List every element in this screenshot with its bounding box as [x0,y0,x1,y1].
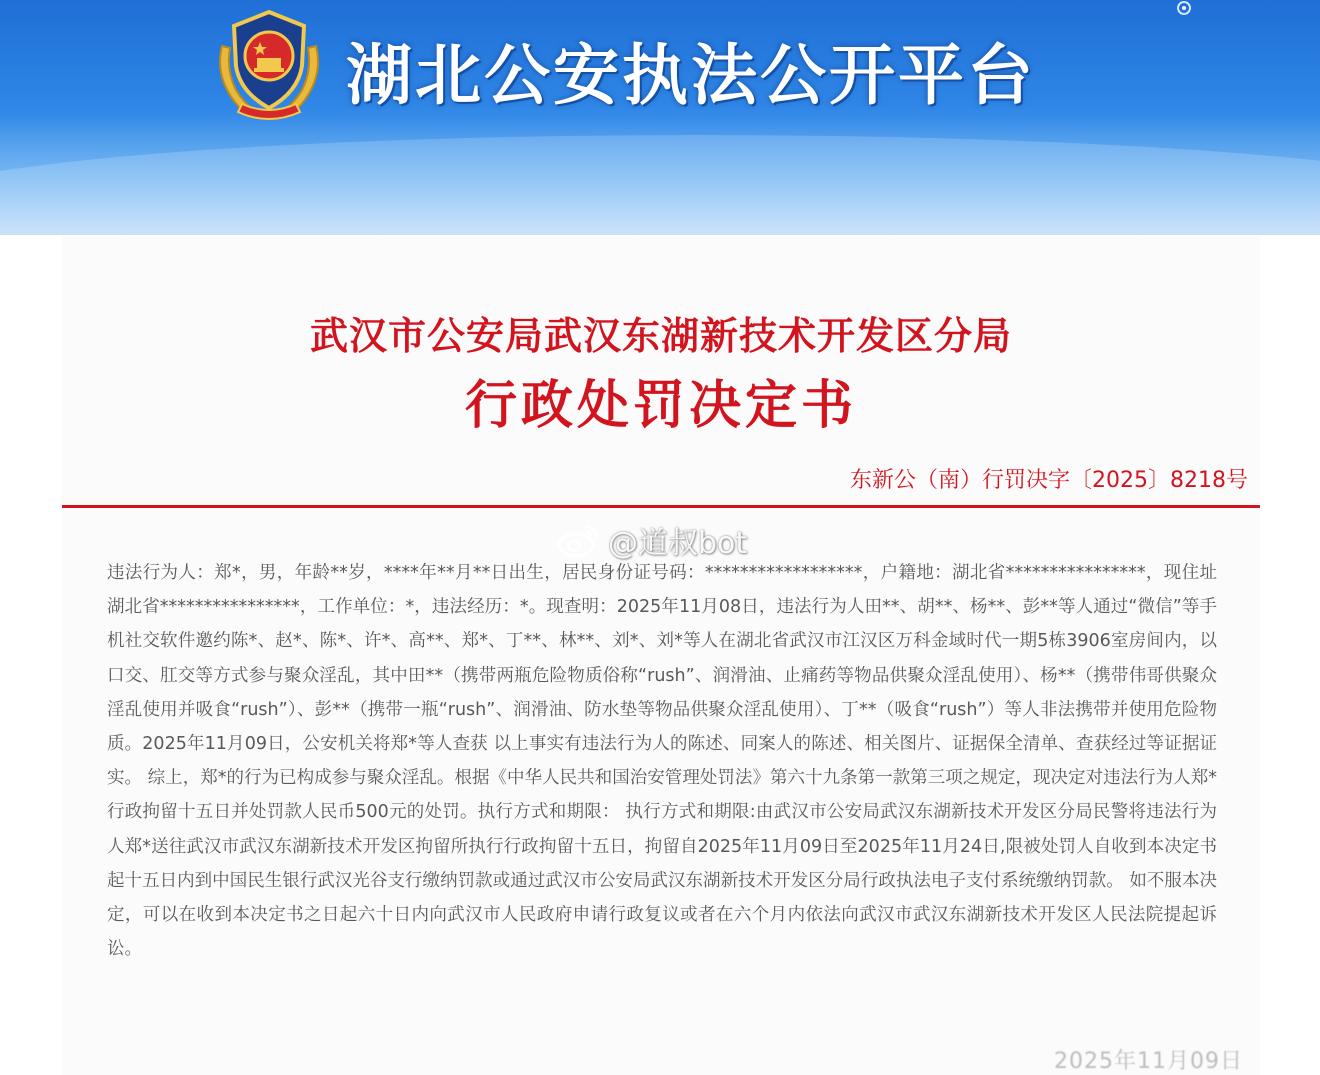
weibo-icon [556,521,602,559]
site-banner [0,0,1320,235]
site-title: 湖北公安执法公开平台 [346,37,1036,114]
footer-stamp: 2025年11月09日 [1054,1049,1243,1074]
document-title: 行政处罚决定书 [464,376,857,436]
red-divider [62,505,1260,508]
watermark-text: @道叔bot [608,526,748,561]
document-number: 东新公（南）行罚决字〔2025〕8218号 [850,468,1248,493]
document-body: 违法行为人：郑*，男，年龄**岁，****年**月**日出生，居民身份证号码：******************，户籍地：湖北省****************，现住址湖北省****************，工作单位：*，违法经历：*。现查明：2025年11月08日，违法行为人田**、胡**、杨**、彭**等人通过“微信”等手机社交软件邀约陈*、赵*、陈*、许*、高**、郑*、丁**、林**、刘*、刘*等人在湖北省武汉市江汉区万科金域时代一期5栋3906室房间内，以口交、肛交等方式参与聚众淫乱，其中田**（携带两瓶危险物质俗称“rush”、润滑油、止痛药等物品供聚众淫乱使用）、杨**（携带伟哥供聚众淫乱使用并吸食“rush”）、彭**（携带一瓶“rush”、润滑油、防水垫等物品供聚众淫乱使用）、丁**（吸食“rush”）等人非法携带并使用危险物质。2025年11月09日，公安机关将郑*等人查获 以上事实有违法行为人的陈述、同案人的陈述、相关图片、证据保全清单、查获经过等证据证实。 综上，郑*的行为已构成参与聚众淫乱。根据《中华人民共和国治安管理处罚法》第六十九条第一款第三项之规定，现决定对违法行为人郑*行政拘留十五日并处罚款人民币500元的处罚。执行方式和期限： 执行方式和期限:由武汉市公安局武汉东湖新技术开发区分局民警将违法行为人郑*送往武汉市武汉东湖新技术开发区拘留所执行行政拘留十五日，拘留自2025年11月09日至2025年11月24日,限被处罚人自收到本决定书起十五日内到中国民生银行武汉光谷支行缴纳罚款或通过武汉市公安局武汉东湖新技术开发区分局行政执法电子支付系统缴纳罚款。 如不服本决定，可以在收到本决定书之日起六十日内向武汉市人民政府申请行政复议或者在六个月内依法向武汉市武汉东湖新技术开发区人民法院提起诉讼。 [107,563,1217,960]
issuing-organization: 武汉市公安局武汉东湖新技术开发区分局 [309,314,1012,358]
watermark [556,518,747,562]
banner-glow-decoration [0,115,1320,235]
police-emblem-icon [208,6,330,124]
sparkle-icon [1170,0,1198,22]
